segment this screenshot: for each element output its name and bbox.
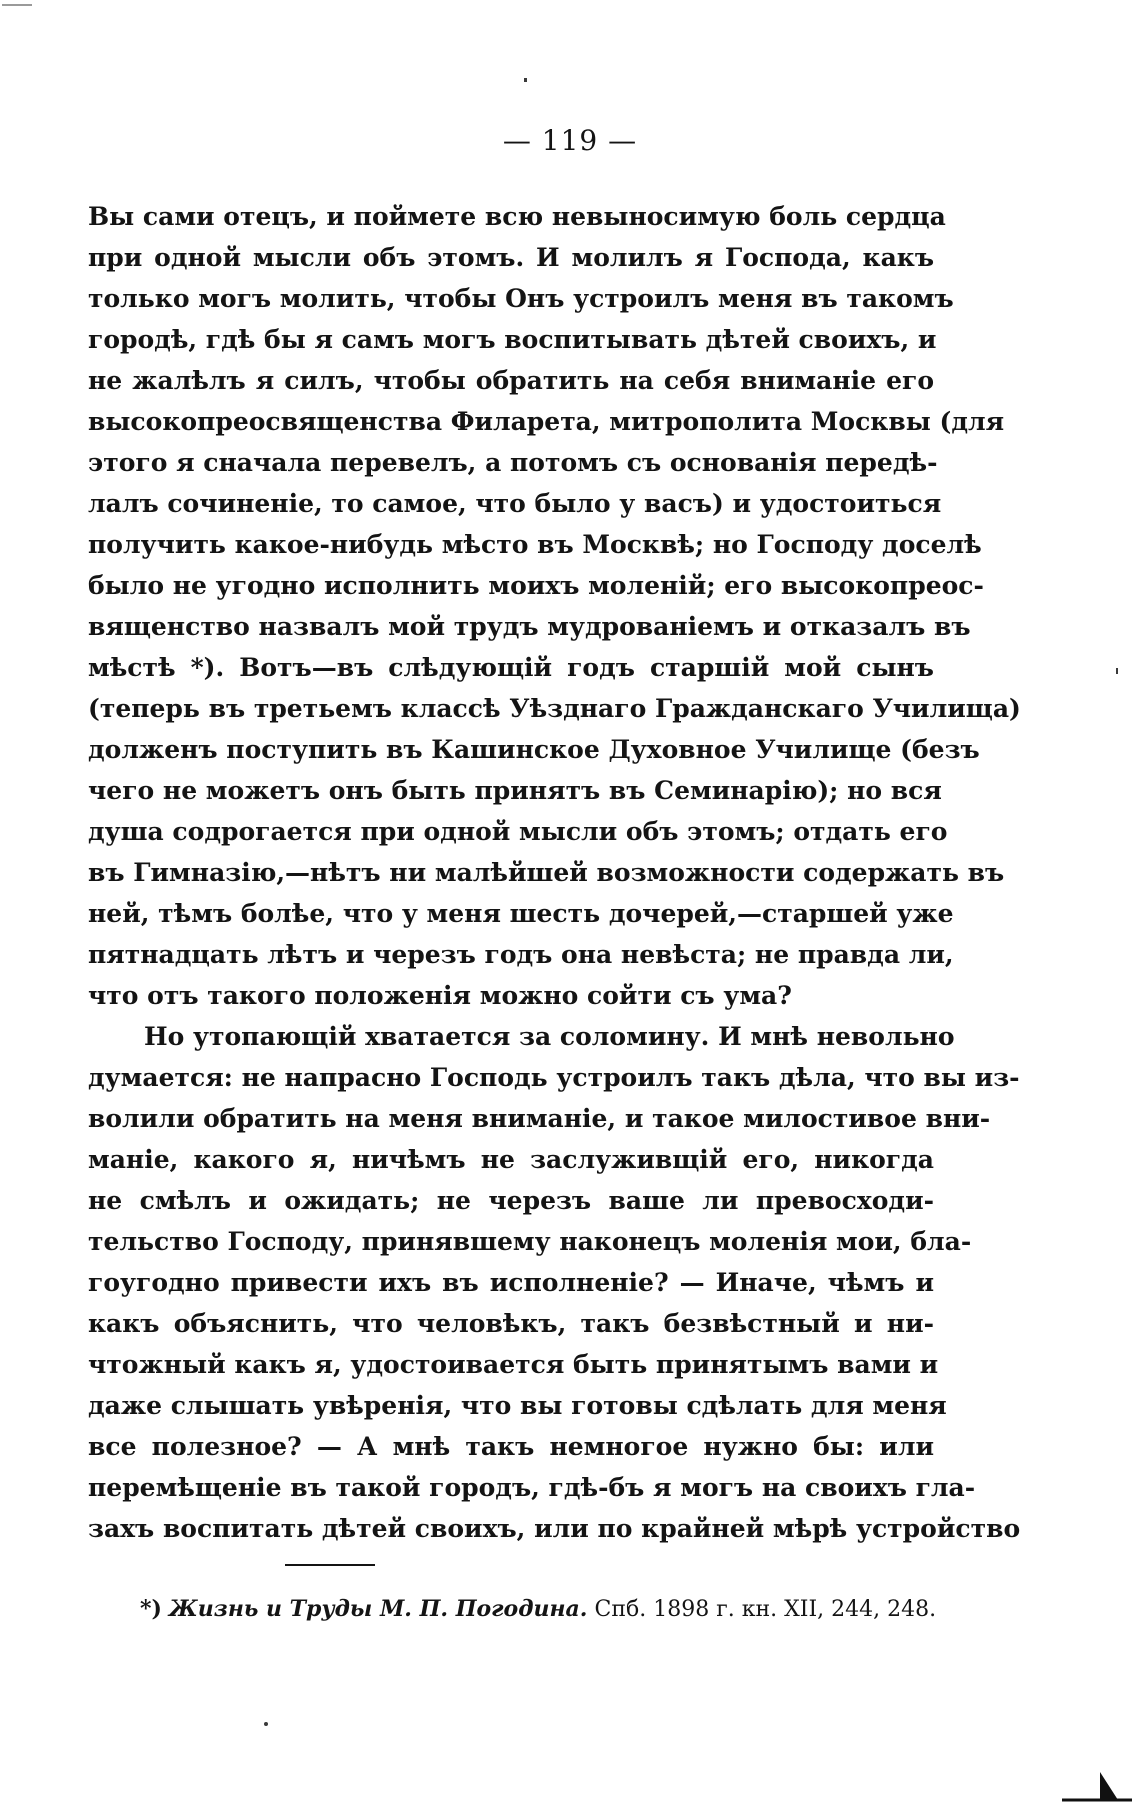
text-line: мѣстѣ *). Вотъ—въ слѣдующій годъ старшій мой сынъ bbox=[88, 653, 934, 682]
text-line: получить какое-нибудь мѣсто въ Москвѣ; но Господу доселѣ bbox=[88, 530, 982, 559]
text-line: лалъ сочиненіе, то самое, что было у васъ) и удостоиться bbox=[88, 489, 942, 518]
text-line: что отъ такого положенія можно сойти съ ума? bbox=[88, 981, 792, 1010]
page-number: — 119 — bbox=[502, 124, 638, 157]
footnote-title: Жизнь и Труды М. П. Погодина. bbox=[168, 1596, 588, 1622]
text-line: перемѣщеніе въ такой городъ, гдѣ-бъ я могъ на своихъ гла- bbox=[88, 1473, 976, 1502]
text-line: Вы сами отецъ, и поймете всю невыносимую боль сердца bbox=[88, 202, 946, 231]
scan-speck bbox=[524, 78, 527, 82]
text-line: пятнадцать лѣтъ и черезъ годъ она невѣста; не правда ли, bbox=[88, 940, 954, 969]
text-line: не жалѣлъ я силъ, чтобы обратить на себя вниманіе его bbox=[88, 366, 934, 395]
text-line: не смѣлъ и ожидать; не черезъ ваше ли превосходи- bbox=[88, 1186, 934, 1215]
text-line: этого я сначала перевелъ, а потомъ съ основанія передѣ- bbox=[88, 448, 938, 477]
scan-speck bbox=[2, 4, 32, 6]
text-line: гоугодно привести ихъ въ исполненіе? — Иначе, чѣмъ и bbox=[88, 1268, 934, 1297]
text-line: въ Гимназію,—нѣтъ ни малѣйшей возможности содержать въ bbox=[88, 858, 1005, 887]
footnote-reference: Спб. 1898 г. кн. XII, 244, 248. bbox=[594, 1597, 937, 1622]
text-line: долженъ поступить въ Кашинское Духовное Училище (безъ bbox=[88, 735, 980, 764]
text-line: чего не можетъ онъ быть принятъ въ Семинарію); но вся bbox=[88, 776, 942, 805]
text-line: при одной мысли объ этомъ. И молилъ я Господа, какъ bbox=[88, 243, 934, 272]
text-line: маніе, какого я, ничѣмъ не заслуживщій его, никогда bbox=[88, 1145, 934, 1174]
text-line: даже слышать увѣренія, что вы готовы сдѣлать для меня bbox=[88, 1391, 947, 1420]
scan-speck bbox=[264, 1722, 268, 1726]
footnote-divider bbox=[285, 1564, 375, 1566]
body-text bbox=[88, 196, 1021, 1549]
text-line: Но утопающій хватается за соломину. И мнѣ невольно bbox=[144, 1022, 955, 1051]
text-line: душа содрогается при одной мысли объ этомъ; отдать его bbox=[88, 817, 948, 846]
text-line: ней, тѣмъ болѣе, что у меня шесть дочерей,—старшей уже bbox=[88, 899, 954, 928]
text-line: захъ воспитать дѣтей своихъ, или по крайней мѣрѣ устройство bbox=[88, 1514, 1021, 1543]
text-line: все полезное? — А мнѣ такъ немногое нужно бы: или bbox=[88, 1432, 934, 1461]
footnote bbox=[140, 1596, 937, 1622]
text-line: тельство Господу, принявшему наконецъ моленія мои, бла- bbox=[88, 1227, 972, 1256]
text-line: волили обратить на меня вниманіе, и такое милостивое вни- bbox=[88, 1104, 991, 1133]
text-line: вященство назвалъ мой трудъ мудрованіемъ и отказалъ въ bbox=[88, 612, 971, 641]
text-line: было не угодно исполнить моихъ моленій; его высокопреос- bbox=[88, 571, 984, 600]
corner-arrow-icon bbox=[1062, 1766, 1132, 1806]
text-line: городѣ, гдѣ бы я самъ могъ воспитывать дѣтей своихъ, и bbox=[88, 325, 937, 354]
scan-speck bbox=[1116, 668, 1118, 674]
text-line: чтожный какъ я, удостоивается быть принятымъ вами и bbox=[88, 1350, 939, 1379]
footnote-mark: *) bbox=[140, 1596, 162, 1622]
text-line: какъ объяснить, что человѣкъ, такъ безвѣстный и ни- bbox=[88, 1309, 934, 1338]
text-line: только могъ молить, чтобы Онъ устроилъ меня въ такомъ bbox=[88, 284, 954, 313]
text-line: высокопреосвященства Филарета, митрополита Москвы (для bbox=[88, 407, 1005, 436]
text-line: (теперь въ третьемъ классѣ Уѣзднаго Гражданскаго Училища) bbox=[88, 694, 1021, 723]
text-line: думается: не напрасно Господь устроилъ такъ дѣла, что вы из- bbox=[88, 1063, 1020, 1092]
